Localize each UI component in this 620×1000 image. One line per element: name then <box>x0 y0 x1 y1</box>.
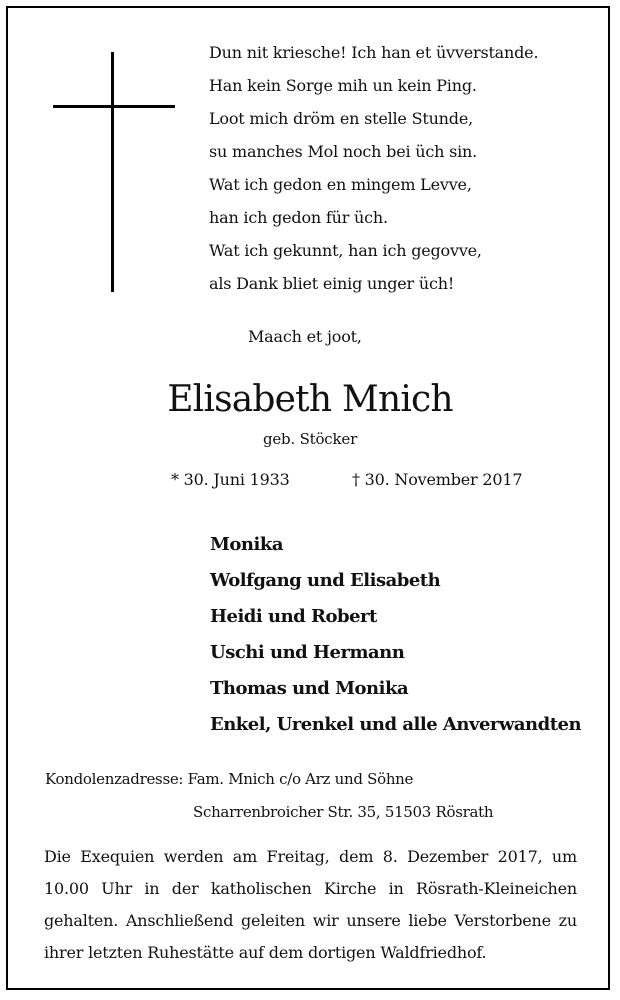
mourner-entry: Enkel, Urenkel und alle Anverwandten <box>210 714 582 735</box>
birth-date: * 30. Juni 1933 <box>171 470 290 489</box>
poem-line: Loot mich dröm en stelle Stunde, <box>209 109 473 128</box>
motto: Maach et joot, <box>248 327 362 346</box>
condolence-address-label: Kondolenzadresse: Fam. Mnich c/o Arz und Söhne <box>45 770 414 788</box>
service-announcement: Die Exequien werden am Freitag, dem 8. Dezember 2017, um 10.00 Uhr in der katholischen Kirche in Rösrath-Kleineichen gehalten. Anschließend geleiten wir unsere liebe Verstorbene zu ihrer letzten Ruhestätte auf dem dortigen Waldfriedhof. <box>44 847 577 962</box>
poem-line: Wat ich gedon en mingem Levve, <box>209 175 472 194</box>
poem <box>209 36 538 300</box>
poem-line: Dun nit kriesche! Ich han et üvverstande. <box>209 43 539 62</box>
poem-line: als Dank bliet einig unger üch! <box>209 274 455 293</box>
maiden-name: geb. Stöcker <box>262 430 358 448</box>
deceased-name: Elisabeth Mnich <box>167 379 453 420</box>
mourner-entry: Heidi und Robert <box>210 606 377 627</box>
condolence-address-street: Scharrenbroicher Str. 35, 51503 Rösrath <box>193 803 494 821</box>
death-date: † 30. November 2017 <box>352 470 523 489</box>
poem-line: Han kein Sorge mih un kein Ping. <box>209 76 477 95</box>
mourner-entry: Uschi und Hermann <box>210 642 405 663</box>
poem-line: su manches Mol noch bei üch sin. <box>209 142 478 161</box>
mourner-entry: Thomas und Monika <box>210 678 409 699</box>
cross-horizontal-bar <box>53 105 175 108</box>
mourner-entry: Wolfgang und Elisabeth <box>210 570 441 591</box>
cross-vertical-bar <box>111 52 114 292</box>
mourners-list <box>210 527 581 743</box>
poem-line: han ich gedon für üch. <box>209 208 388 227</box>
mourner-entry: Monika <box>210 534 283 555</box>
poem-line: Wat ich gekunnt, han ich gegovve, <box>209 241 482 260</box>
